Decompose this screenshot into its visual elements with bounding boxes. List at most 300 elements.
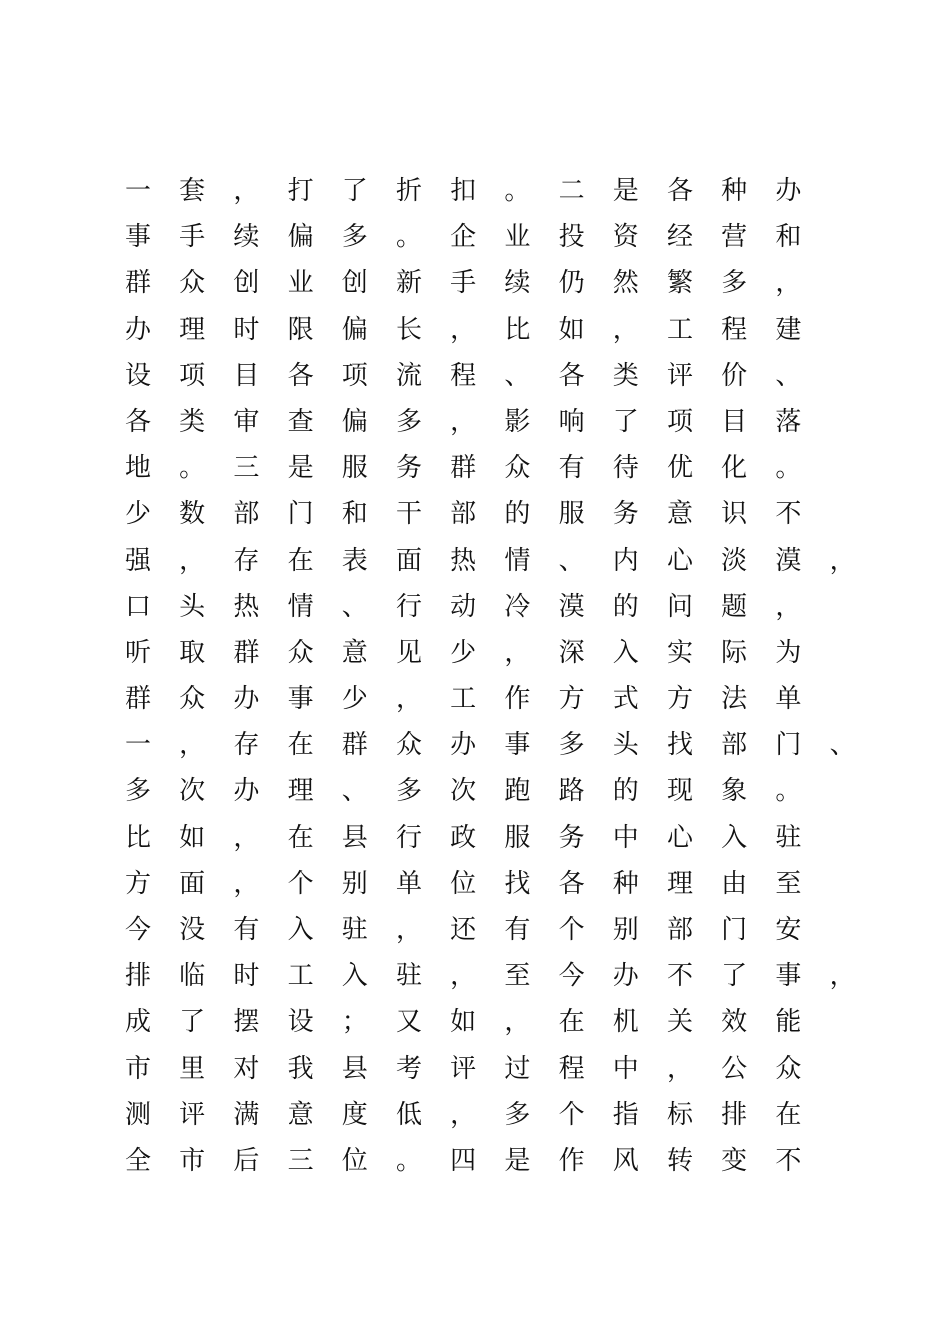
text-char: 服 (558, 499, 585, 530)
text-char: 仍 (558, 268, 585, 299)
text-line (118, 538, 878, 584)
text-char: 如 (179, 822, 206, 853)
text-char: ， (450, 1099, 477, 1130)
text-char: 干 (395, 499, 422, 530)
text-char: 排 (124, 961, 151, 992)
text-char: 服 (341, 453, 368, 484)
text-char: 时 (233, 314, 260, 345)
text-char: 审 (233, 406, 260, 437)
text-char: ， (612, 314, 639, 345)
text-char: 。 (179, 453, 206, 484)
text-char: 心 (666, 545, 693, 576)
text-char: 个 (558, 1099, 585, 1130)
text-char: 地 (124, 453, 151, 484)
text-char: 取 (179, 637, 206, 668)
text-char: 一 (124, 176, 151, 206)
text-char: ， (775, 591, 802, 622)
text-char: 能 (775, 1007, 802, 1038)
text-char: 政 (450, 822, 477, 853)
text-char: 偏 (287, 222, 314, 253)
text-char: 众 (179, 684, 206, 715)
text-char: 。 (395, 222, 422, 253)
text-char: 务 (395, 453, 422, 484)
text-char: 标 (666, 1099, 693, 1130)
text-char: 面 (179, 868, 206, 899)
text-char: 驻 (341, 915, 368, 945)
text-char: 了 (721, 961, 748, 992)
text-char: 单 (775, 684, 802, 715)
text-char: 偏 (341, 314, 368, 345)
text-char: 、 (341, 776, 368, 807)
text-char: 口 (124, 591, 151, 622)
text-line (118, 907, 878, 953)
text-char: 众 (287, 637, 314, 668)
text-char: 事 (504, 730, 531, 761)
text-char: 手 (179, 222, 206, 253)
text-char: 际 (721, 637, 748, 668)
text-char: 安 (775, 915, 802, 945)
text-char: 后 (233, 1145, 260, 1176)
text-char: 限 (287, 314, 314, 345)
text-char: 题 (721, 591, 748, 622)
text-char: 低 (395, 1099, 422, 1130)
text-line (118, 861, 878, 907)
text-char: 在 (775, 1099, 802, 1130)
text-char: 续 (233, 222, 260, 253)
text-char: 项 (666, 406, 693, 437)
text-char: 过 (504, 1053, 531, 1084)
text-char: 、 (341, 591, 368, 622)
text-char: 办 (124, 314, 151, 345)
text-char: ， (450, 406, 477, 437)
text-char: ， (179, 730, 206, 761)
text-char: 类 (612, 360, 639, 391)
text-line (118, 1046, 878, 1092)
text-line (118, 399, 878, 445)
text-char: 驻 (775, 822, 802, 853)
text-char: 程 (450, 360, 477, 391)
text-line (118, 353, 878, 399)
text-char: 意 (341, 637, 368, 668)
text-char: 各 (558, 868, 585, 899)
text-char: ， (829, 961, 856, 992)
text-char: 个 (558, 915, 585, 945)
text-char: 见 (395, 637, 422, 668)
text-char: 繁 (666, 268, 693, 299)
text-char: 门 (287, 499, 314, 530)
text-char: 强 (124, 545, 151, 576)
text-char: 行 (395, 822, 422, 853)
text-char: 了 (179, 1007, 206, 1038)
text-char: 入 (341, 961, 368, 992)
text-char: 找 (504, 868, 531, 899)
text-char: 工 (287, 961, 314, 992)
text-char: 工 (450, 684, 477, 715)
text-char: ， (504, 1007, 531, 1038)
text-char: 存 (233, 545, 260, 576)
text-char: 面 (395, 545, 422, 576)
text-char: 热 (450, 545, 477, 576)
text-char: 少 (124, 499, 151, 530)
text-char: 项 (341, 360, 368, 391)
text-char: 多 (124, 776, 151, 807)
text-char: 如 (558, 314, 585, 345)
text-char: 考 (395, 1053, 422, 1084)
text-char: 待 (612, 453, 639, 484)
text-char: 查 (287, 406, 314, 437)
text-char: 对 (233, 1053, 260, 1084)
text-char: 意 (287, 1099, 314, 1130)
text-char: 多 (395, 776, 422, 807)
text-char: 众 (775, 1053, 802, 1084)
text-char: 办 (775, 176, 802, 206)
text-char: 比 (504, 314, 531, 345)
text-char: 是 (287, 453, 314, 484)
text-char: 摆 (233, 1007, 260, 1038)
text-char: 县 (341, 1053, 368, 1084)
text-char: 偏 (341, 406, 368, 437)
text-char: 入 (721, 822, 748, 853)
text-char: 办 (233, 684, 260, 715)
text-char: 度 (341, 1099, 368, 1130)
text-char: 少 (450, 637, 477, 668)
text-char: 公 (721, 1053, 748, 1084)
text-char: 有 (504, 915, 531, 945)
text-char: 测 (124, 1099, 151, 1130)
text-char: 深 (558, 637, 585, 668)
text-line (118, 630, 878, 676)
text-char: 各 (124, 406, 151, 437)
text-char: 找 (666, 730, 693, 761)
text-char: 扣 (450, 176, 477, 206)
text-char: 三 (233, 453, 260, 484)
text-line (118, 307, 878, 353)
text-line (118, 214, 878, 260)
text-char: 、 (558, 545, 585, 576)
text-char: 化 (721, 453, 748, 484)
text-char: ， (666, 1053, 693, 1084)
text-char: 漠 (775, 545, 802, 576)
text-char: 各 (287, 360, 314, 391)
text-char: 程 (558, 1053, 585, 1084)
text-char: 驻 (395, 961, 422, 992)
text-char: 作 (504, 684, 531, 715)
text-char: 问 (666, 591, 693, 622)
text-char: 理 (179, 314, 206, 345)
text-char: 今 (558, 961, 585, 992)
text-char: 目 (233, 360, 260, 391)
text-char: 热 (233, 591, 260, 622)
text-char: 多 (341, 222, 368, 253)
text-char: 项 (179, 360, 206, 391)
text-char: 不 (666, 961, 693, 992)
text-char: 创 (233, 268, 260, 299)
text-line (118, 445, 878, 491)
text-char: 业 (287, 268, 314, 299)
text-char: 门 (721, 915, 748, 945)
text-char: 今 (124, 915, 151, 945)
text-char: 群 (124, 684, 151, 715)
text-char: 事 (124, 222, 151, 253)
document-body (118, 168, 878, 1184)
text-char: ， (450, 314, 477, 345)
text-line (118, 260, 878, 306)
text-char: 、 (829, 730, 856, 761)
text-char: 和 (775, 222, 802, 253)
text-char: 有 (558, 453, 585, 484)
text-char: 。 (395, 1145, 422, 1176)
text-char: 套 (179, 176, 206, 206)
text-char: 效 (721, 1007, 748, 1038)
text-char: 又 (395, 1007, 422, 1038)
text-char: 四 (450, 1145, 477, 1176)
text-char: 不 (775, 1145, 802, 1176)
text-char: 建 (775, 314, 802, 345)
text-char: 办 (450, 730, 477, 761)
text-char: 位 (341, 1145, 368, 1176)
text-line (118, 999, 878, 1045)
text-char: 变 (721, 1145, 748, 1176)
text-char: 法 (721, 684, 748, 715)
text-char: 满 (233, 1099, 260, 1130)
text-char: 入 (287, 915, 314, 945)
text-char: 时 (233, 961, 260, 992)
text-char: 别 (612, 915, 639, 945)
text-char: 二 (558, 176, 585, 206)
text-char: 。 (504, 176, 531, 206)
text-char: 工 (666, 314, 693, 345)
text-char: 漠 (558, 591, 585, 622)
text-char: 机 (612, 1007, 639, 1038)
text-char: 各 (558, 360, 585, 391)
text-char: 在 (558, 1007, 585, 1038)
text-char: 资 (612, 222, 639, 253)
text-char: 类 (179, 406, 206, 437)
text-char: ， (233, 176, 260, 206)
text-char: 中 (612, 822, 639, 853)
text-char: 方 (666, 684, 693, 715)
text-char: 理 (666, 868, 693, 899)
text-char: 了 (612, 406, 639, 437)
text-line (118, 815, 878, 861)
text-char: 手 (450, 268, 477, 299)
text-char: 众 (395, 730, 422, 761)
text-char: 多 (721, 268, 748, 299)
text-char: 、 (504, 360, 531, 391)
text-char: 设 (124, 360, 151, 391)
text-char: 路 (558, 776, 585, 807)
text-line (118, 584, 878, 630)
text-char: ， (179, 545, 206, 576)
text-char: 淡 (721, 545, 748, 576)
text-char: 跑 (504, 776, 531, 807)
text-char: 是 (504, 1145, 531, 1176)
text-char: 内 (612, 545, 639, 576)
text-char: 门 (775, 730, 802, 761)
text-char: 。 (775, 776, 802, 807)
text-char: 在 (287, 545, 314, 576)
text-char: 实 (666, 637, 693, 668)
text-char: 识 (721, 499, 748, 530)
text-char: 市 (179, 1145, 206, 1176)
text-char: 现 (666, 776, 693, 807)
text-char: 设 (287, 1007, 314, 1038)
text-char: 还 (450, 915, 477, 945)
text-char: 至 (504, 961, 531, 992)
text-char: 流 (395, 360, 422, 391)
text-char: ， (395, 684, 422, 715)
text-char: ， (504, 637, 531, 668)
text-char: 然 (612, 268, 639, 299)
text-char: 优 (666, 453, 693, 484)
text-char: 评 (179, 1099, 206, 1130)
text-char: 心 (666, 822, 693, 853)
text-char: 表 (341, 545, 368, 576)
text-char: 头 (612, 730, 639, 761)
text-char: 部 (666, 915, 693, 945)
text-char: 在 (287, 822, 314, 853)
text-char: 企 (450, 222, 477, 253)
text-char: 各 (666, 176, 693, 206)
text-char: 方 (124, 868, 151, 899)
text-char: ， (450, 961, 477, 992)
text-char: 别 (341, 868, 368, 899)
text-char: 种 (721, 176, 748, 206)
text-char: 方 (558, 684, 585, 715)
text-char: 了 (341, 176, 368, 206)
text-char: 如 (450, 1007, 477, 1038)
text-char: 服 (504, 822, 531, 853)
text-char: 部 (450, 499, 477, 530)
text-char: 少 (341, 684, 368, 715)
text-char: 部 (721, 730, 748, 761)
text-char: 折 (395, 176, 422, 206)
text-char: ； (341, 1007, 368, 1038)
text-char: 由 (721, 868, 748, 899)
text-char: 多 (395, 406, 422, 437)
text-char: 经 (666, 222, 693, 253)
text-char: ， (829, 545, 856, 576)
text-char: 业 (504, 222, 531, 253)
text-char: 情 (287, 591, 314, 622)
text-char: 响 (558, 406, 585, 437)
text-char: 入 (612, 637, 639, 668)
text-char: 意 (666, 499, 693, 530)
text-char: 排 (721, 1099, 748, 1130)
text-char: 情 (504, 545, 531, 576)
text-char: 打 (287, 176, 314, 206)
text-char: 影 (504, 406, 531, 437)
text-char: 目 (721, 406, 748, 437)
text-char: 新 (395, 268, 422, 299)
text-char: 办 (233, 776, 260, 807)
text-char: 长 (395, 314, 422, 345)
text-char: 有 (233, 915, 260, 945)
text-line (118, 722, 878, 768)
text-line (118, 676, 878, 722)
text-char: ， (233, 868, 260, 899)
text-char: 续 (504, 268, 531, 299)
text-char: 风 (612, 1145, 639, 1176)
text-char: 众 (504, 453, 531, 484)
text-char: 营 (721, 222, 748, 253)
text-char: 多 (504, 1099, 531, 1130)
text-char: 程 (721, 314, 748, 345)
text-char: 的 (612, 776, 639, 807)
text-char: 群 (341, 730, 368, 761)
text-char: 一 (124, 730, 151, 761)
text-line (118, 1138, 878, 1184)
text-char: 头 (179, 591, 206, 622)
text-char: ， (775, 268, 802, 299)
text-char: 至 (775, 868, 802, 899)
text-char: 的 (612, 591, 639, 622)
text-char: 全 (124, 1145, 151, 1176)
text-char: 行 (395, 591, 422, 622)
text-char: 个 (287, 868, 314, 899)
text-char: 评 (666, 360, 693, 391)
text-char: 动 (450, 591, 477, 622)
text-char: 次 (450, 776, 477, 807)
text-char: 没 (179, 915, 206, 945)
text-char: 投 (558, 222, 585, 253)
text-char: 次 (179, 776, 206, 807)
text-char: 县 (341, 822, 368, 853)
text-char: 的 (504, 499, 531, 530)
text-char: 事 (775, 961, 802, 992)
text-char: 众 (179, 268, 206, 299)
text-char: 临 (179, 961, 206, 992)
text-char: 冷 (504, 591, 531, 622)
text-char: 落 (775, 406, 802, 437)
text-char: 为 (775, 637, 802, 668)
text-char: ， (233, 822, 260, 853)
text-char: 中 (612, 1053, 639, 1084)
text-char: 创 (341, 268, 368, 299)
text-char: 位 (450, 868, 477, 899)
text-line (118, 168, 878, 214)
text-char: 办 (612, 961, 639, 992)
text-char: 群 (450, 453, 477, 484)
text-char: 存 (233, 730, 260, 761)
text-char: 不 (775, 499, 802, 530)
text-char: 市 (124, 1053, 151, 1084)
text-char: 在 (287, 730, 314, 761)
text-char: 是 (612, 176, 639, 206)
text-char: 听 (124, 637, 151, 668)
text-char: 价 (721, 360, 748, 391)
text-char: 、 (775, 360, 802, 391)
text-char: 我 (287, 1053, 314, 1084)
text-char: 理 (287, 776, 314, 807)
text-char: 三 (287, 1145, 314, 1176)
text-char: 象 (721, 776, 748, 807)
text-char: 里 (179, 1053, 206, 1084)
text-char: 种 (612, 868, 639, 899)
text-char: 单 (395, 868, 422, 899)
text-char: 转 (666, 1145, 693, 1176)
text-char: 比 (124, 822, 151, 853)
text-char: ， (395, 915, 422, 945)
text-char: 和 (341, 499, 368, 530)
text-char: 事 (287, 684, 314, 715)
text-char: 作 (558, 1145, 585, 1176)
text-char: 成 (124, 1007, 151, 1038)
text-char: 群 (233, 637, 260, 668)
text-char: 式 (612, 684, 639, 715)
text-line (118, 953, 878, 999)
text-char: 。 (775, 453, 802, 484)
